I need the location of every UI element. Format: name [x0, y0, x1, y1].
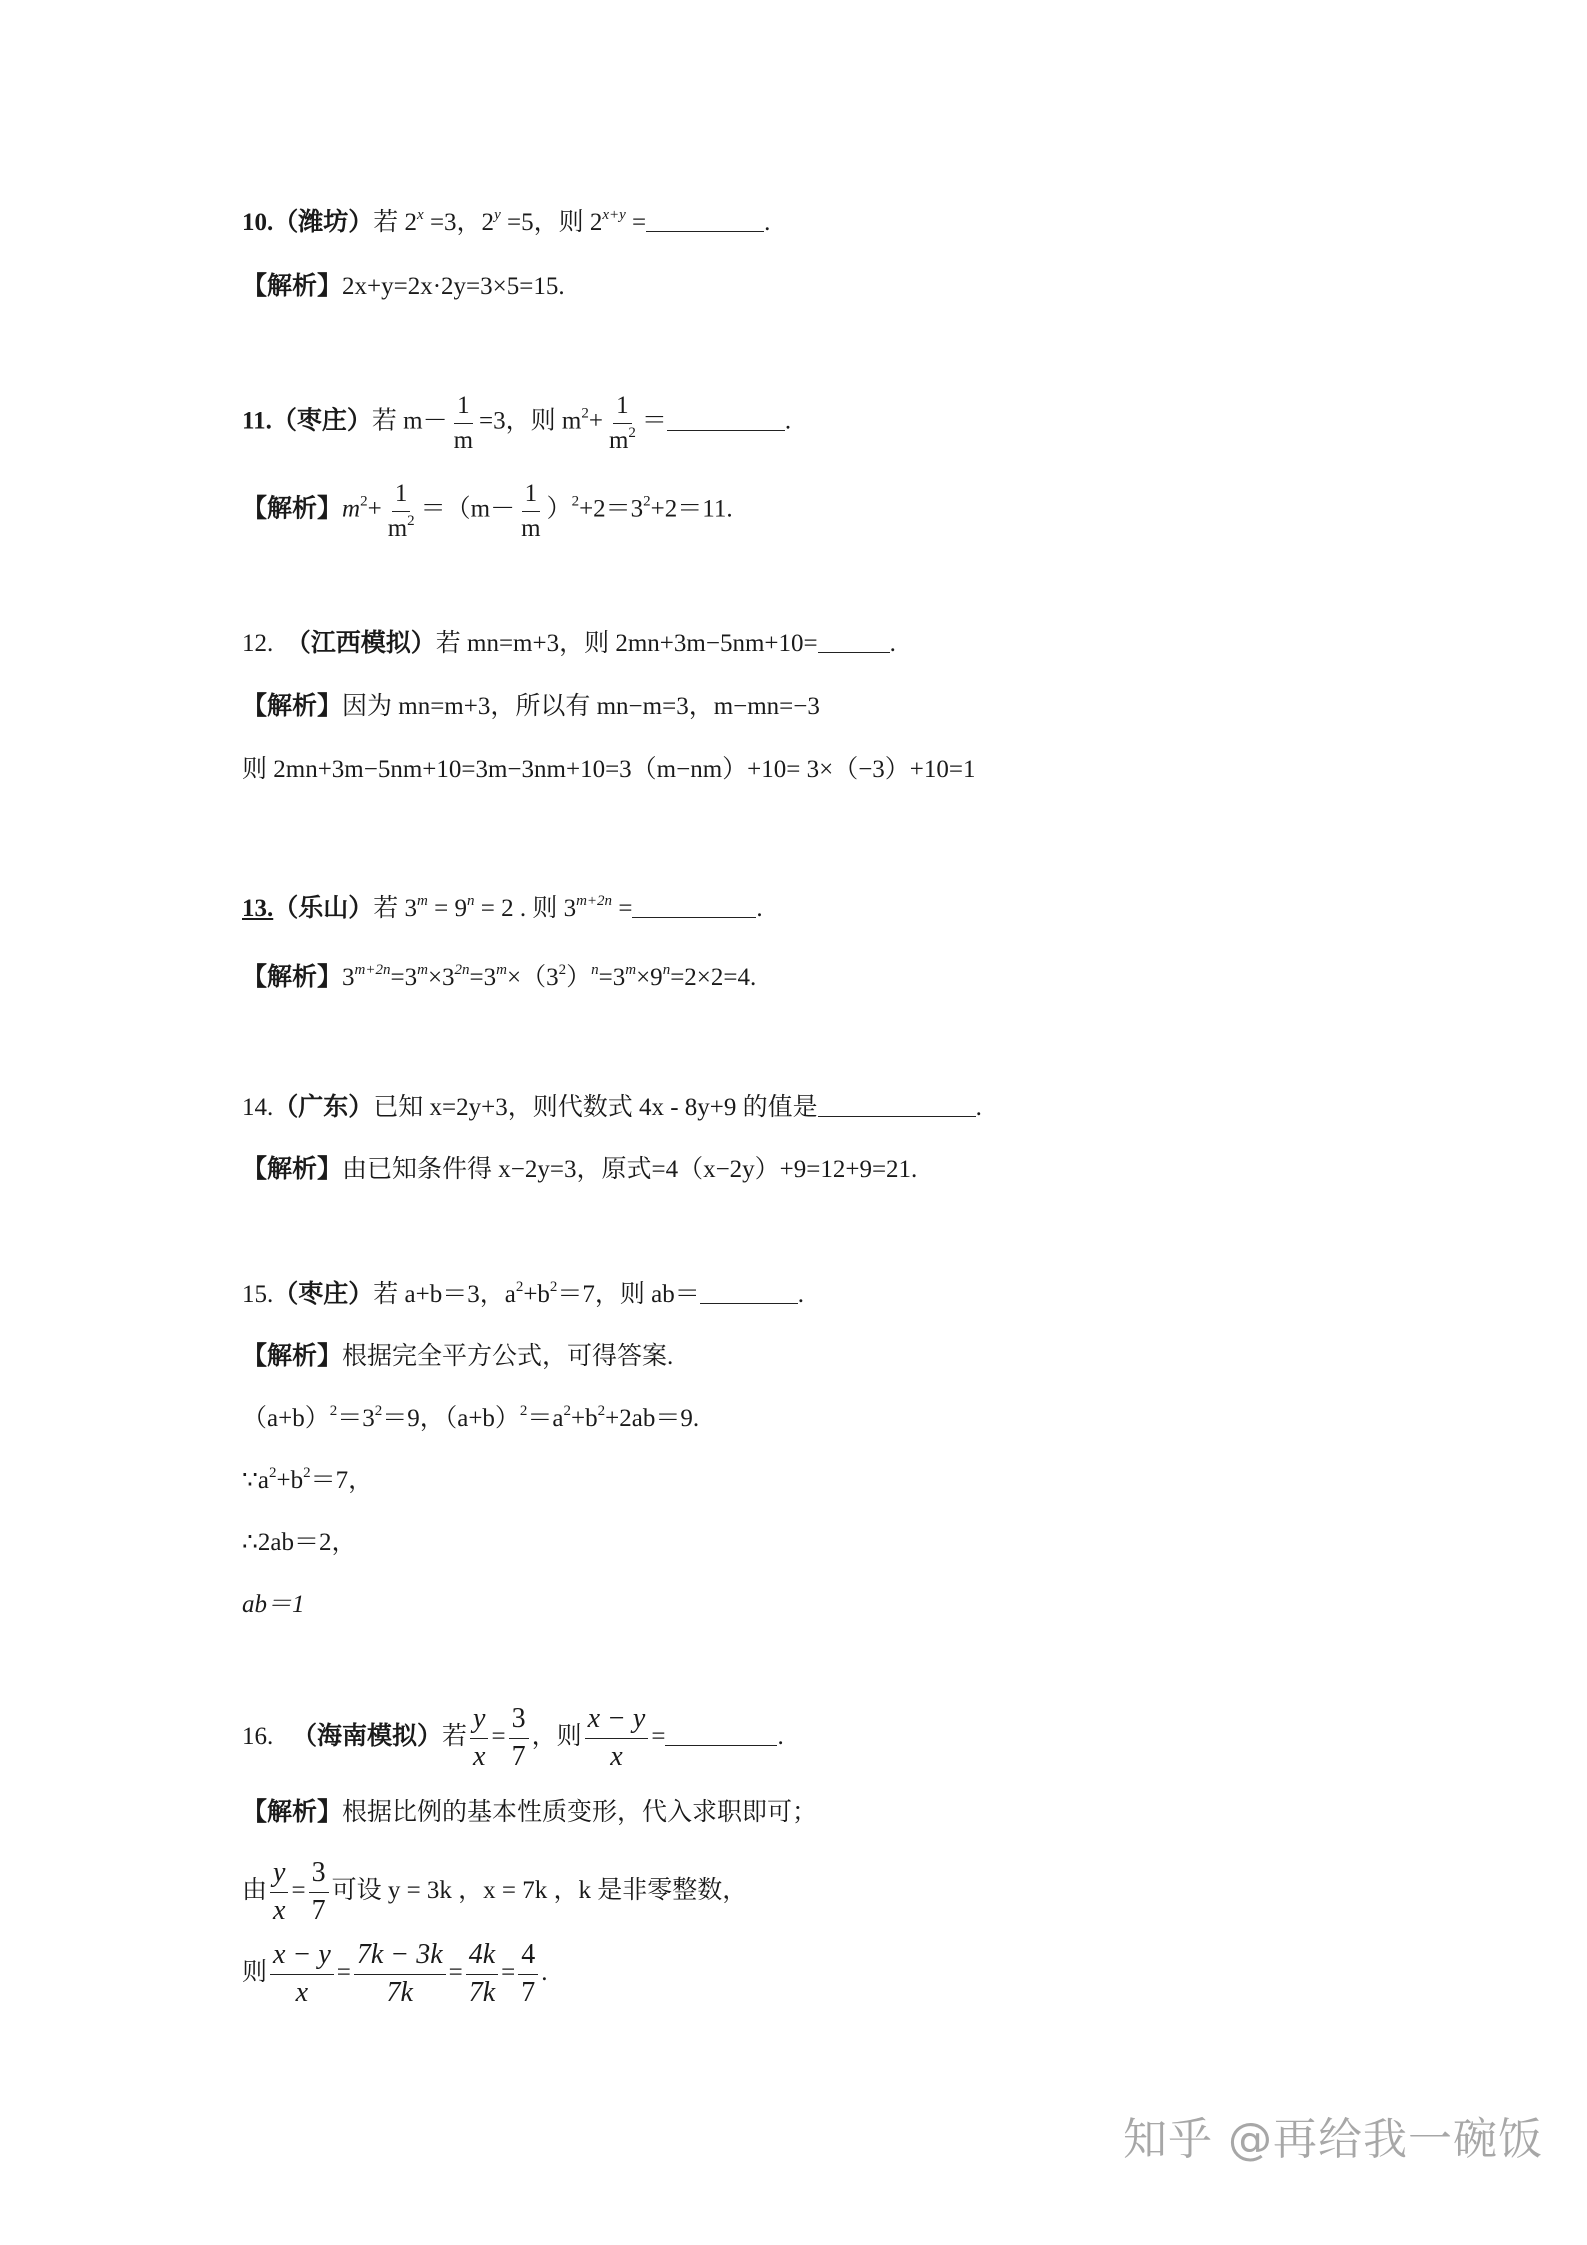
question-text: 若 mn=m+3，则 2mn+3m−5nm+10= — [435, 630, 818, 657]
exponent: x+y — [602, 206, 626, 223]
period: . — [784, 407, 792, 435]
denominator: m — [453, 426, 474, 454]
problem-15-line1 — [242, 1402, 700, 1432]
equals-sign: = — [501, 1959, 516, 1987]
exponent: n — [466, 892, 475, 909]
problem-number: 16. — [242, 1723, 274, 1751]
problem-16-line2 — [242, 1940, 548, 2009]
question-text: =3，2 — [423, 209, 495, 236]
numerator: x − y — [585, 1704, 649, 1739]
exponent: m — [417, 892, 428, 909]
problem-source: （海南模拟） — [292, 1723, 443, 1751]
solution-label: 【解析】 — [242, 1343, 343, 1370]
exponent: 2n — [454, 961, 470, 978]
solution-text: 则 2mn+3m−5nm+10=3m−3nm+10=3（m−nm）+10= 3×（−3）+10=1 — [242, 756, 976, 783]
solution-text: +2＝11. — [650, 495, 733, 523]
numerator: y — [270, 1858, 288, 1893]
exponent: 2 — [519, 1402, 528, 1419]
solution-text: 根据比例的基本性质变形，代入求职即可； — [342, 1799, 818, 1826]
solution-text: ×（3 — [507, 964, 559, 991]
solution-text: （a+b） — [242, 1405, 330, 1432]
numerator: 1 — [392, 480, 411, 512]
numerator: 1 — [454, 392, 473, 424]
solution-text: =2×2=4. — [670, 964, 757, 991]
exponent: x — [417, 206, 424, 223]
problem-source: （广东） — [273, 1094, 374, 1121]
solution-text: ＝9，（a+b） — [382, 1405, 520, 1432]
solution-text: +b — [276, 1467, 304, 1494]
question-text: 若 3 — [373, 895, 418, 922]
solution-text: 由 — [242, 1877, 268, 1905]
exponent: 2 — [549, 1278, 558, 1295]
answer-blank — [632, 916, 756, 918]
equals-sign: = — [336, 1959, 351, 1987]
numerator: 4k — [466, 1940, 498, 1975]
problem-14-question — [242, 1095, 982, 1120]
solution-text: 2x+y=2x·2y=3×5=15. — [342, 273, 565, 300]
answer-blank — [818, 1115, 976, 1117]
solution-text: 根据完全平方公式，可得答案. — [342, 1343, 674, 1370]
equals-sign: = — [291, 1877, 306, 1905]
solution-label: 【解析】 — [242, 495, 343, 523]
denominator-base: m — [387, 514, 408, 542]
exponent: m+2n — [354, 961, 391, 978]
problem-source: （乐山） — [273, 895, 374, 922]
question-text: =3，则 m — [479, 407, 582, 435]
solution-text: ＝3 — [337, 1405, 375, 1432]
exponent: n — [591, 961, 599, 978]
denominator — [385, 512, 418, 543]
denominator: 7k — [386, 1976, 413, 2008]
problem-13-question — [242, 892, 763, 922]
problem-15-line2 — [242, 1464, 374, 1494]
problem-number: 10. — [242, 209, 274, 236]
problem-16-question — [242, 1704, 784, 1773]
solution-text: 由已知条件得 x−2y=3，原式=4（x−2y）+9=12+9=21. — [342, 1156, 918, 1183]
solution-label: 【解析】 — [242, 273, 343, 300]
numerator: y — [470, 1704, 488, 1739]
fraction — [509, 1704, 529, 1773]
denominator: x — [295, 1976, 309, 2008]
question-text: 若 — [442, 1723, 468, 1751]
fraction — [518, 480, 543, 542]
problem-number: 15. — [242, 1281, 274, 1308]
fraction — [270, 1858, 288, 1927]
period: . — [975, 1094, 982, 1121]
problem-16-solution — [242, 1800, 817, 1825]
solution-text: ） — [566, 964, 592, 991]
problem-11-question — [242, 392, 791, 454]
question-text: 若 m－ — [371, 407, 448, 435]
problem-16-line1 — [242, 1858, 747, 1927]
fraction — [309, 1858, 329, 1927]
numerator: 1 — [522, 480, 541, 512]
solution-text: ab＝1 — [242, 1591, 305, 1618]
solution-text: =3 — [469, 964, 497, 991]
denominator-base: m — [608, 426, 629, 454]
fraction — [451, 392, 476, 454]
answer-blank — [667, 429, 785, 431]
numerator: 1 — [613, 392, 632, 424]
solution-text: ∴2ab＝2， — [242, 1529, 357, 1556]
problem-source: （枣庄） — [271, 407, 372, 435]
question-text: = — [625, 209, 647, 236]
solution-text: +2＝3 — [579, 495, 644, 523]
problem-12-solution-line2 — [242, 757, 976, 782]
problem-source: （江西模拟） — [285, 630, 436, 657]
denominator — [606, 424, 639, 455]
exponent: 2 — [643, 493, 651, 510]
fraction — [606, 392, 639, 454]
exponent: 2 — [628, 424, 636, 441]
solution-text: ＝（m－ — [420, 495, 516, 523]
problem-12-solution — [242, 694, 820, 719]
problem-10-question — [242, 206, 771, 236]
exponent: 2 — [360, 493, 368, 510]
numerator: x − y — [270, 1940, 334, 1975]
question-text: 若 2 — [373, 209, 418, 236]
watermark: 知乎 @再给我一碗饭 — [1123, 2114, 1543, 2165]
period: . — [764, 209, 771, 236]
period: . — [777, 1723, 784, 1751]
problem-source: （枣庄） — [273, 1281, 374, 1308]
question-text: ＝ — [641, 407, 667, 435]
exponent: m+2n — [576, 892, 613, 909]
numerator: 4 — [518, 1940, 538, 1975]
equals-sign: = — [448, 1959, 463, 1987]
denominator: m — [521, 514, 541, 542]
solution-text: +b — [571, 1405, 598, 1432]
denominator: x — [610, 1740, 623, 1772]
fraction — [466, 1940, 498, 2009]
equals-sign: = — [651, 1723, 666, 1751]
problem-15-line3 — [242, 1530, 357, 1555]
period: . — [541, 1959, 548, 1987]
fraction — [470, 1704, 488, 1773]
solution-text: m — [342, 495, 361, 523]
fraction — [585, 1704, 649, 1773]
solution-text: 3 — [342, 964, 355, 991]
exponent: m — [625, 961, 637, 978]
solution-text: + — [367, 495, 382, 523]
solution-text: ） — [546, 495, 572, 523]
exponent: 2 — [269, 1464, 277, 1481]
exponent: 2 — [563, 1402, 572, 1419]
fraction — [354, 1940, 446, 2009]
period: . — [889, 630, 896, 657]
fraction — [270, 1940, 334, 2009]
numerator: 7k − 3k — [354, 1940, 446, 1975]
exponent: 2 — [374, 1402, 383, 1419]
fraction — [518, 1940, 538, 2009]
question-text: + — [588, 407, 603, 435]
exponent: y — [494, 206, 501, 223]
solution-text: 可设 y = 3k ，x = 7k ，k 是非零整数， — [331, 1877, 748, 1905]
numerator: 3 — [509, 1704, 529, 1739]
answer-blank — [646, 230, 764, 232]
solution-text: ＝7， — [310, 1467, 374, 1494]
solution-text: ∵a — [242, 1467, 270, 1494]
solution-text: 则 — [242, 1959, 268, 1987]
denominator: 7 — [521, 1976, 536, 2008]
question-text: 若 a+b＝3，a — [373, 1281, 516, 1308]
fraction — [385, 480, 418, 542]
solution-text: 因为 mn=m+3，所以有 mn−m=3，m−mn=−3 — [342, 693, 820, 720]
question-text: ，则 — [531, 1723, 582, 1751]
problem-11-solution — [242, 480, 733, 542]
solution-text: =3 — [598, 964, 626, 991]
question-text: 已知 x=2y+3，则代数式 4x - 8y+9 的值是 — [373, 1094, 818, 1121]
equals-sign: = — [491, 1723, 506, 1751]
denominator: x — [473, 1740, 486, 1772]
solution-text: ×9 — [636, 964, 663, 991]
denominator: 7 — [311, 1894, 326, 1926]
exponent: n — [662, 961, 671, 978]
exponent: m — [417, 961, 428, 978]
solution-label: 【解析】 — [242, 1156, 343, 1183]
denominator: x — [273, 1894, 286, 1926]
numerator: 3 — [309, 1858, 329, 1893]
solution-text: =3 — [390, 964, 418, 991]
answer-blank — [818, 651, 890, 653]
solution-text: ＝a — [527, 1405, 564, 1432]
exponent: 2 — [329, 1402, 338, 1419]
problem-number: 14. — [242, 1094, 274, 1121]
solution-label: 【解析】 — [242, 693, 343, 720]
problem-number: 11. — [242, 407, 272, 435]
problem-number: 12. — [242, 630, 274, 657]
solution-text: +2ab＝9. — [605, 1405, 700, 1432]
exponent: 2 — [581, 405, 589, 422]
exponent: 2 — [571, 493, 580, 510]
question-text: ＝7，则 ab＝ — [557, 1281, 700, 1308]
answer-blank — [700, 1302, 798, 1304]
question-text: +b — [523, 1281, 550, 1308]
problem-15-solution — [242, 1344, 673, 1369]
exponent: 2 — [558, 961, 567, 978]
problem-10-solution — [242, 274, 565, 299]
problem-12-question — [242, 631, 896, 656]
question-text: = 9 — [427, 895, 467, 922]
solution-label: 【解析】 — [242, 964, 343, 991]
denominator: 7 — [511, 1740, 526, 1772]
exponent: m — [496, 961, 507, 978]
answer-blank — [665, 1744, 777, 1746]
question-text: =5，则 2 — [500, 209, 603, 236]
problem-number: 13. — [242, 895, 274, 922]
question-text: = 2 . 则 3 — [474, 895, 577, 922]
problem-14-solution — [242, 1157, 917, 1182]
solution-label: 【解析】 — [242, 1799, 343, 1826]
exponent: 2 — [303, 1464, 311, 1481]
exponent: 2 — [407, 512, 415, 529]
exponent: 2 — [597, 1402, 606, 1419]
problem-source: （潍坊） — [273, 209, 374, 236]
period: . — [797, 1281, 805, 1308]
problem-15-line4 — [242, 1592, 305, 1617]
question-text: = — [612, 895, 633, 922]
problem-13-solution — [242, 961, 757, 991]
exponent: 2 — [515, 1278, 524, 1295]
denominator: 7k — [468, 1976, 496, 2008]
problem-15-question — [242, 1278, 805, 1308]
solution-text: ×3 — [427, 964, 455, 991]
period: . — [756, 895, 763, 922]
